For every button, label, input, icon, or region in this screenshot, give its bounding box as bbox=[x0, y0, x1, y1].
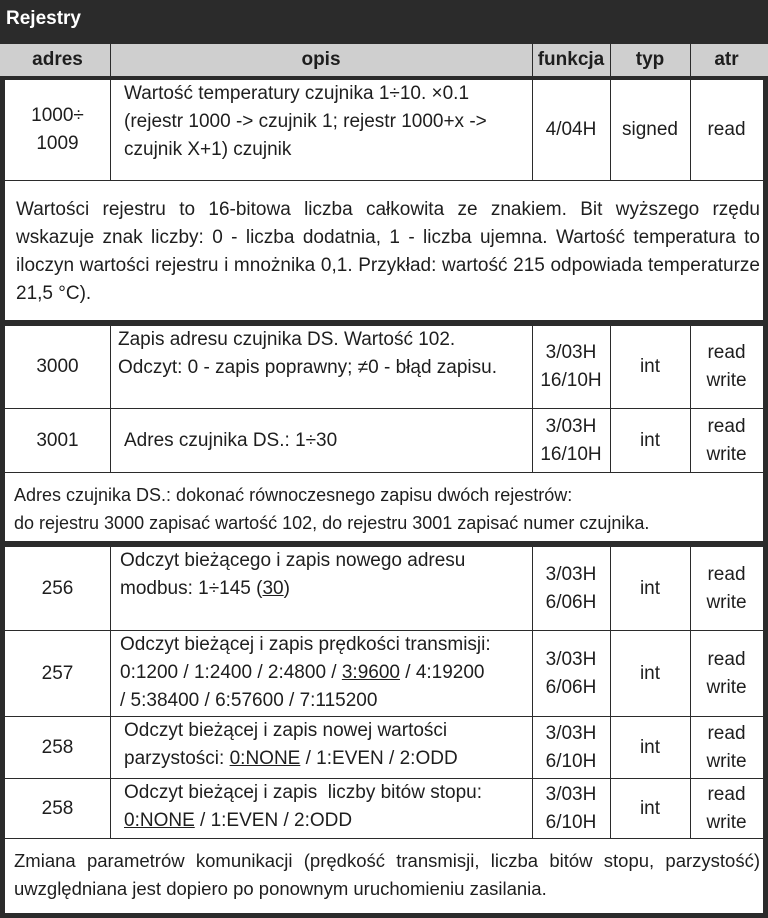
funkcja-line: 3/03H bbox=[545, 648, 597, 670]
default-value: 0:NONE bbox=[124, 810, 195, 831]
table-row-1000-typ: signed bbox=[622, 119, 678, 140]
table-row-258-parity-funkcja bbox=[532, 717, 610, 778]
funkcja-line: 3/03H bbox=[545, 415, 597, 437]
table-row-257-atr bbox=[690, 631, 763, 716]
table-row-256-adres: 256 bbox=[41, 577, 74, 599]
atr-line: read bbox=[707, 563, 746, 585]
column-header-funkcja: funkcja bbox=[537, 49, 605, 70]
table-row-258-parity-opis bbox=[124, 717, 532, 778]
opis-text: parzystości: bbox=[124, 748, 230, 769]
table-row-3000-atr bbox=[690, 326, 763, 408]
atr-line: write bbox=[706, 591, 747, 613]
table-row-1000-adres bbox=[5, 80, 110, 180]
column-divider bbox=[110, 44, 111, 76]
opis-line: Zapis adresu czujnika DS. Wartość 102. bbox=[118, 329, 456, 350]
table-row-258-parity-adres: 258 bbox=[41, 736, 74, 758]
table-row-256-opis bbox=[120, 547, 532, 630]
funkcja-line: 3/03H bbox=[545, 722, 597, 744]
table-row-1000-opis bbox=[124, 80, 532, 180]
note-line: do rejestru 3000 zapisać wartość 102, do rejestru 3001 zapisać numer czujnika. bbox=[14, 513, 650, 533]
funkcja-line: 16/10H bbox=[540, 443, 602, 465]
table-row-258-stopbits-funkcja bbox=[532, 779, 610, 838]
atr-line: read bbox=[707, 342, 746, 363]
table-row-3000-adres: 3000 bbox=[36, 356, 79, 377]
table-row-257-adres: 257 bbox=[41, 662, 74, 684]
opis-line: Wartość temperatury czujnika 1÷10. ×0.1 bbox=[124, 83, 470, 104]
column-header-opis: opis bbox=[301, 49, 341, 70]
opis-line: / 5:38400 / 6:57600 / 7:115200 bbox=[120, 690, 378, 711]
atr-line: write bbox=[706, 443, 747, 465]
column-divider bbox=[110, 326, 111, 472]
opis-line bbox=[124, 807, 352, 835]
table-row-3000-opis bbox=[118, 326, 534, 408]
table-row-3001-typ: int bbox=[639, 429, 661, 451]
funkcja-line: 3/03H bbox=[545, 563, 597, 585]
temperature-note: Wartości rejestru to 16-bitowa liczba całkowita ze znakiem. Bit wyższego rzędu wskazuje znak liczby: 0 - liczba dodatnia, 1 - liczba ujemna. Wartość temperatura to iloczyn wartości rejestru i mnożnika 0,1. Przykład: wartość 215 odpowiada temperaturze 21,5 °C). bbox=[16, 199, 760, 304]
column-divider bbox=[610, 44, 611, 76]
communication-note: Zmiana parametrów komunikacji (prędkość transmisji, liczba bitów stopu, parzystość) uwzględniana jest dopiero po ponownym uruchomieniu zasilania. bbox=[14, 850, 760, 899]
table-row-256-funkcja bbox=[532, 547, 610, 630]
table-row-3001-opis: Adres czujnika DS.: 1÷30 bbox=[124, 429, 338, 451]
table-row-3001-atr bbox=[690, 409, 763, 472]
atr-line: write bbox=[706, 676, 747, 698]
atr-line: read bbox=[707, 648, 746, 670]
opis-line: Odczyt bieżącej i zapis prędkości transmisji: bbox=[120, 634, 491, 655]
atr-line: read bbox=[707, 722, 746, 744]
table-row-3000-typ: int bbox=[639, 356, 661, 377]
funkcja-line: 16/10H bbox=[540, 370, 602, 391]
row-divider bbox=[5, 472, 763, 473]
table-row-3000-funkcja bbox=[532, 326, 610, 408]
column-header-atr: atr bbox=[714, 49, 739, 70]
table-row-258-stopbits-opis bbox=[124, 779, 532, 838]
opis-text: 0:1200 / 1:2400 / 2:4800 / bbox=[120, 662, 342, 683]
default-value: 0:NONE bbox=[229, 748, 301, 769]
atr-line: write bbox=[706, 750, 747, 772]
funkcja-line: 6/10H bbox=[545, 750, 597, 772]
default-value: 3:9600 bbox=[341, 662, 400, 683]
opis-text: / 1:EVEN / 2:ODD bbox=[300, 748, 458, 769]
table-row-3001-adres: 3001 bbox=[36, 429, 79, 451]
column-divider bbox=[110, 547, 111, 838]
table-row-256-typ: int bbox=[639, 577, 661, 599]
table-row-256-atr bbox=[690, 547, 763, 630]
table-row-1000-atr: read bbox=[707, 119, 746, 140]
column-header-typ: typ bbox=[635, 49, 665, 70]
table-row-1000-funkcja: 4/04H bbox=[545, 119, 597, 140]
opis-line: Odczyt bieżącej i zapis nowej wartości bbox=[124, 720, 448, 741]
opis-line bbox=[120, 659, 485, 687]
opis-line bbox=[120, 575, 290, 603]
title-bar bbox=[0, 0, 768, 44]
opis-line: Odczyt bieżącego i zapis nowego adresu bbox=[120, 550, 466, 571]
ds-address-note bbox=[14, 481, 760, 537]
opis-line: Odczyt bieżącej i zapis liczby bitów stopu: bbox=[124, 782, 482, 803]
funkcja-line: 6/06H bbox=[545, 591, 597, 613]
adres-line: 1009 bbox=[36, 133, 79, 154]
table-row-258-stopbits-typ: int bbox=[639, 797, 661, 819]
column-divider bbox=[690, 44, 691, 76]
table-row-258-parity-typ: int bbox=[639, 736, 661, 758]
opis-line bbox=[124, 745, 458, 773]
note-line: Adres czujnika DS.: dokonać równoczesnego zapisu dwóch rejestrów: bbox=[14, 485, 573, 505]
table-row-257-typ: int bbox=[639, 662, 661, 684]
table-row-258-stopbits-atr bbox=[690, 779, 763, 838]
opis-line: Odczyt: 0 - zapis poprawny; ≠0 - błąd zapisu. bbox=[118, 357, 497, 378]
atr-line: write bbox=[706, 370, 747, 391]
page-title: Rejestry bbox=[6, 8, 81, 29]
column-divider bbox=[110, 80, 111, 180]
opis-text: / 4:19200 bbox=[399, 662, 485, 683]
funkcja-line: 3/03H bbox=[545, 783, 597, 805]
default-value: 30 bbox=[262, 578, 284, 599]
adres-line: 1000÷ bbox=[31, 105, 84, 126]
table-row-3001-funkcja bbox=[532, 409, 610, 472]
row-divider bbox=[5, 180, 763, 181]
funkcja-line: 6/10H bbox=[545, 811, 597, 833]
column-header-adres: adres bbox=[32, 49, 83, 70]
row-divider bbox=[5, 838, 763, 839]
table-row-257-funkcja bbox=[532, 631, 610, 716]
opis-line: (rejestr 1000 -> czujnik 1; rejestr 1000+x -> bbox=[124, 111, 487, 132]
table-row-258-stopbits-adres: 258 bbox=[41, 797, 74, 819]
funkcja-line: 6/06H bbox=[545, 676, 597, 698]
atr-line: write bbox=[706, 811, 747, 833]
funkcja-line: 3/03H bbox=[545, 342, 597, 363]
table-row-257-opis bbox=[120, 631, 534, 716]
atr-line: read bbox=[707, 783, 746, 805]
opis-line: czujnik X+1) czujnik bbox=[124, 139, 292, 160]
atr-line: read bbox=[707, 415, 746, 437]
table-row-258-parity-atr bbox=[690, 717, 763, 778]
opis-text: / 1:EVEN / 2:ODD bbox=[194, 810, 353, 831]
opis-text: modbus: 1÷145 ( bbox=[120, 578, 263, 599]
column-divider bbox=[532, 44, 533, 76]
opis-text: ) bbox=[283, 578, 290, 599]
